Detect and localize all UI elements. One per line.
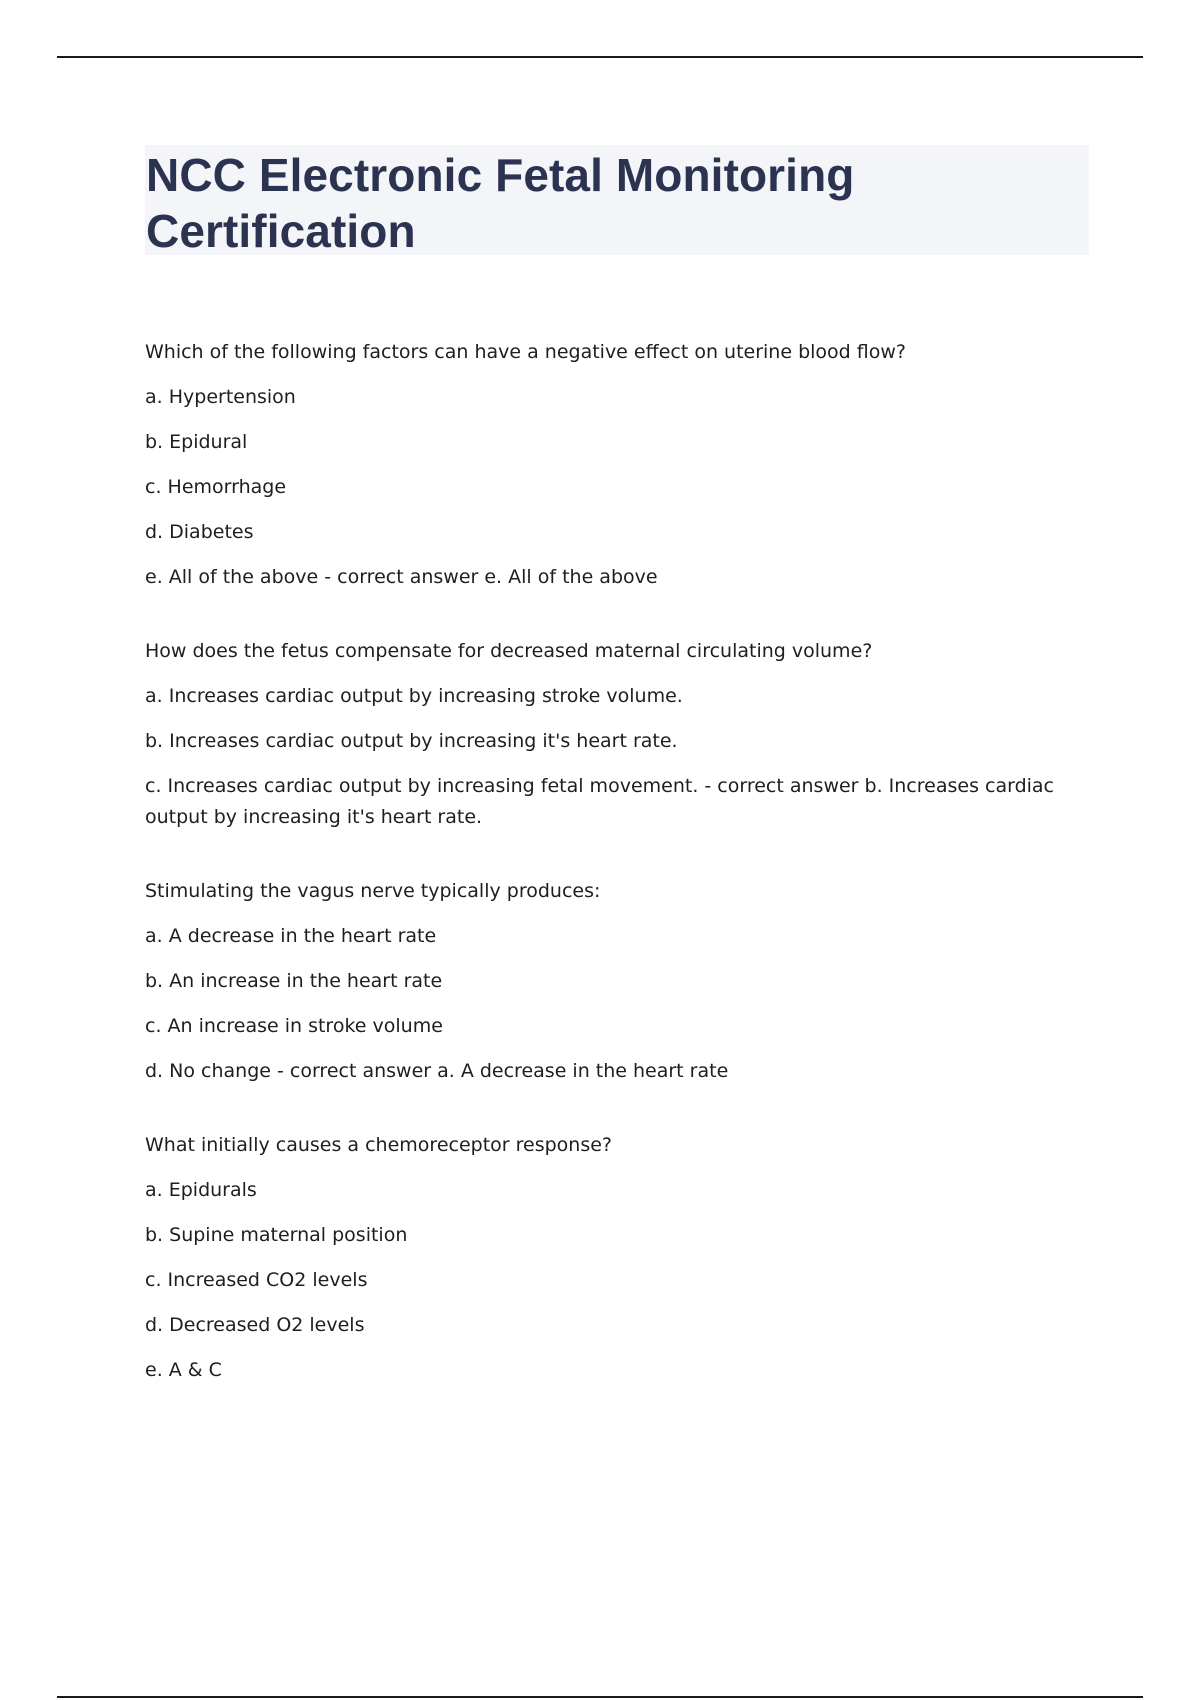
answer-option: a. Epidurals bbox=[145, 1179, 257, 1201]
question-text: Which of the following factors can have a negative effect on uterine blood flow? bbox=[145, 341, 906, 363]
document-body bbox=[145, 145, 1089, 1429]
answer-option: b. Supine maternal position bbox=[145, 1224, 408, 1246]
footer-rule bbox=[57, 1696, 1143, 1698]
answer-option: e. All of the above - correct answer e. All of the above bbox=[145, 566, 658, 588]
answer-option: d. No change - correct answer a. A decrease in the heart rate bbox=[145, 1060, 729, 1082]
answer-option: a. A decrease in the heart rate bbox=[145, 925, 437, 947]
answer-option: c. Hemorrhage bbox=[145, 476, 287, 498]
answer-option: c. An increase in stroke volume bbox=[145, 1015, 443, 1037]
title-banner bbox=[145, 145, 1089, 255]
question-block bbox=[145, 876, 1089, 1087]
answer-option: e. A & C bbox=[145, 1359, 222, 1381]
answer-option: c. Increases cardiac output by increasing fetal movement. - correct answer b. Increases cardiac output by increasing it's heart rate. bbox=[145, 775, 1055, 828]
question-text: How does the fetus compensate for decreased maternal circulating volume? bbox=[145, 640, 873, 662]
answer-option: b. Epidural bbox=[145, 431, 248, 453]
answer-option: d. Diabetes bbox=[145, 521, 254, 543]
answer-option: d. Decreased O2 levels bbox=[145, 1314, 365, 1336]
answer-option: b. Increases cardiac output by increasing it's heart rate. bbox=[145, 730, 678, 752]
question-list bbox=[145, 337, 1089, 1386]
answer-option: b. An increase in the heart rate bbox=[145, 970, 443, 992]
question-block bbox=[145, 337, 1089, 593]
document-title: NCC Electronic Fetal Monitoring Certification bbox=[146, 149, 855, 257]
question-block bbox=[145, 1130, 1089, 1386]
question-text: Stimulating the vagus nerve typically produces: bbox=[145, 880, 601, 902]
answer-option: c. Increased CO2 levels bbox=[145, 1269, 368, 1291]
question-block bbox=[145, 636, 1089, 833]
answer-option: a. Increases cardiac output by increasing stroke volume. bbox=[145, 685, 683, 707]
answer-option: a. Hypertension bbox=[145, 386, 296, 408]
header-rule bbox=[57, 56, 1143, 58]
question-text: What initially causes a chemoreceptor response? bbox=[145, 1134, 613, 1156]
